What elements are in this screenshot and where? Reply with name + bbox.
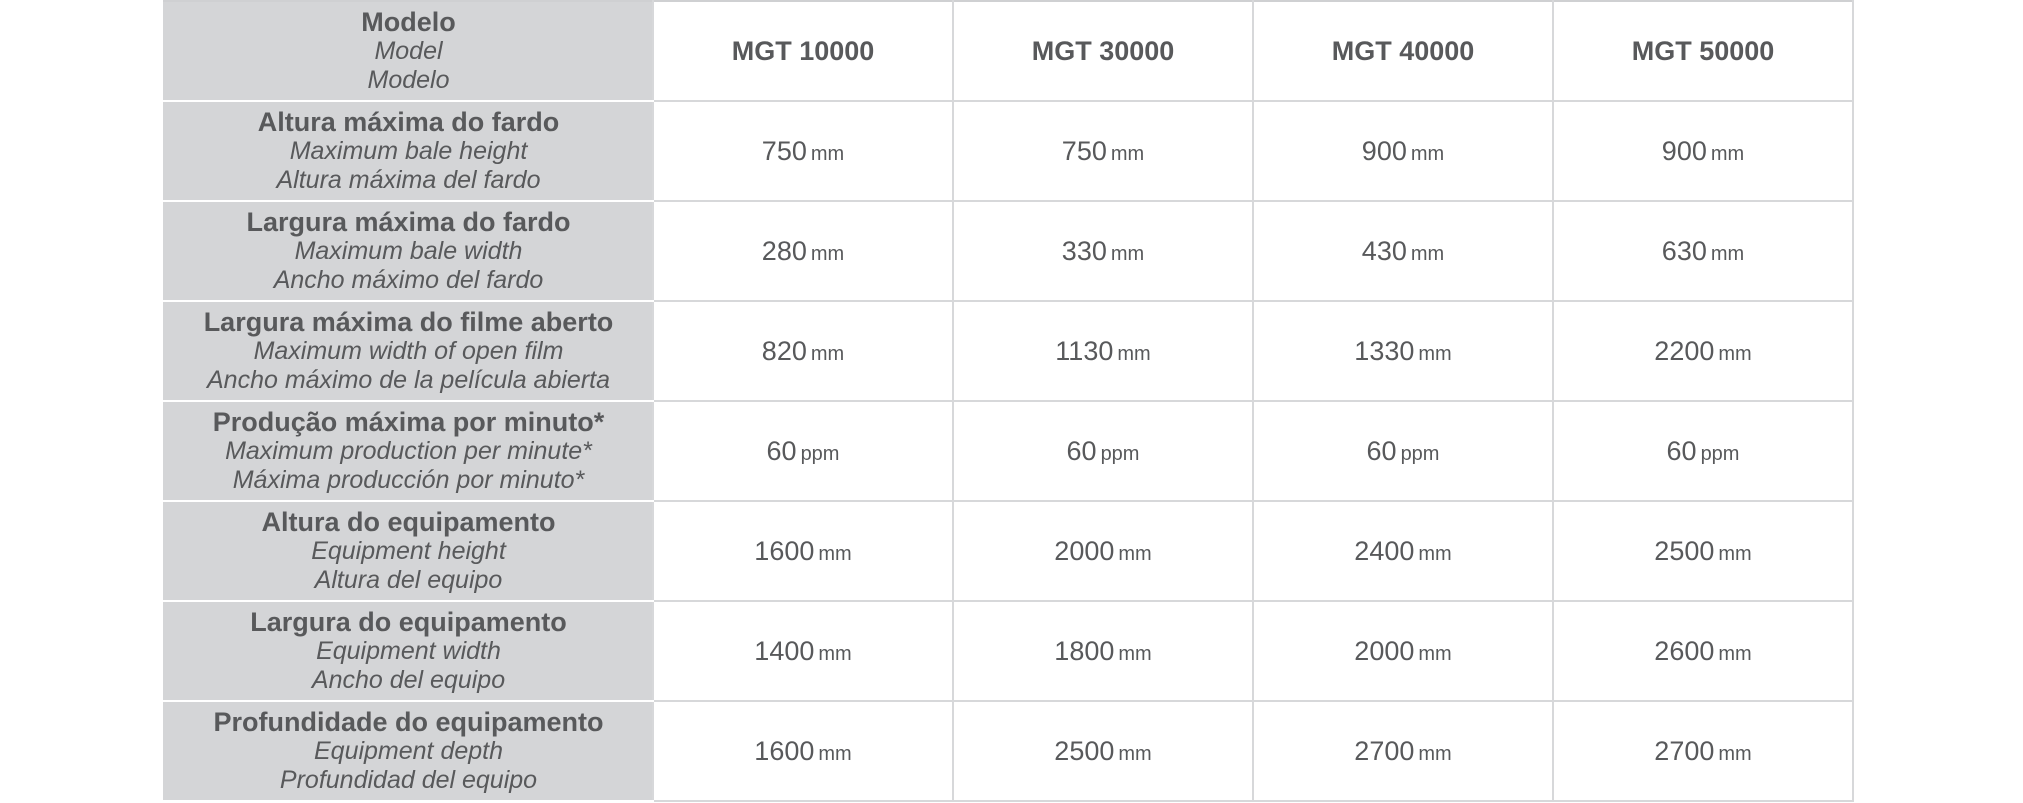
value-unit: mm [1110, 142, 1145, 165]
row-label-pt: Largura do equipamento [250, 606, 567, 637]
value-cell [653, 301, 953, 401]
model-name: MGT 30000 [1031, 35, 1175, 66]
row-label-es: Altura del equipo [314, 565, 503, 594]
table-row [164, 601, 1853, 701]
header-row [164, 1, 1853, 101]
row-label-pt: Produção máxima por minuto* [212, 406, 605, 437]
value-number: 2000 [1054, 535, 1115, 566]
value-unit: mm [1418, 542, 1452, 565]
spec-table [163, 0, 1854, 802]
value-unit: mm [818, 542, 852, 565]
value-cell [1553, 701, 1853, 801]
value-cell [1253, 301, 1553, 401]
value-unit: mm [1710, 142, 1745, 165]
value-cell [653, 201, 953, 301]
value-cell [1253, 401, 1553, 501]
value-unit: mm [818, 642, 852, 665]
value-number: 820 [761, 335, 807, 366]
value-number: 900 [1361, 135, 1407, 166]
value-unit: mm [818, 742, 852, 765]
row-label-es: Profundidad del equipo [279, 765, 538, 794]
value-unit: mm [1117, 342, 1151, 365]
value-number: 2000 [1354, 635, 1415, 666]
row-label-pt: Altura do equipamento [261, 506, 556, 537]
table-row [164, 201, 1853, 301]
row-label-en: Maximum production per minute* [225, 436, 592, 465]
value-number: 750 [761, 135, 807, 166]
row-label-pt: Largura máxima do filme aberto [203, 306, 614, 337]
value-number: 1330 [1354, 335, 1415, 366]
value-number: 2200 [1654, 335, 1715, 366]
value-cell [1553, 401, 1853, 501]
row-label-en: Maximum width of open film [253, 336, 564, 365]
row-label-es: Altura máxima del fardo [276, 165, 541, 194]
row-label-cell [164, 201, 653, 301]
value-number: 630 [1661, 235, 1707, 266]
row-label-en: Maximum bale width [294, 236, 523, 265]
value-cell [653, 401, 953, 501]
value-cell [1553, 501, 1853, 601]
model-header-cell [653, 1, 953, 101]
row-label-es: Ancho máximo de la película abierta [206, 365, 610, 394]
table-row [164, 401, 1853, 501]
value-number: 1400 [754, 635, 815, 666]
row-label-es: Ancho del equipo [311, 665, 506, 694]
value-unit: mm [810, 342, 845, 365]
value-unit: mm [1418, 342, 1452, 365]
value-unit: mm [1118, 742, 1152, 765]
header-label-en: Model [374, 36, 443, 65]
value-unit: mm [1410, 142, 1445, 165]
value-number: 1600 [754, 535, 815, 566]
row-label-cell [164, 501, 653, 601]
row-label-cell [164, 401, 653, 501]
row-label-en: Equipment height [311, 536, 506, 565]
value-number: 2600 [1654, 635, 1715, 666]
value-number: 1600 [754, 735, 815, 766]
value-unit: mm [810, 142, 845, 165]
value-number: 280 [761, 235, 807, 266]
row-label-pt: Profundidade do equipamento [213, 706, 604, 737]
table-row [164, 301, 1853, 401]
model-header-cell [953, 1, 1253, 101]
value-cell [953, 301, 1253, 401]
value-number: 2500 [1654, 535, 1715, 566]
value-number: 2700 [1654, 735, 1715, 766]
value-cell [1253, 501, 1553, 601]
value-unit: ppm [1400, 442, 1440, 465]
header-label-cell [164, 1, 653, 101]
value-cell [953, 601, 1253, 701]
value-cell [1553, 101, 1853, 201]
value-cell [1253, 601, 1553, 701]
value-number: 60 [1366, 435, 1397, 466]
value-number: 60 [1666, 435, 1697, 466]
value-unit: mm [1418, 742, 1452, 765]
value-unit: mm [1718, 342, 1752, 365]
value-cell [653, 601, 953, 701]
value-cell [953, 501, 1253, 601]
table-row [164, 701, 1853, 801]
row-label-cell [164, 301, 653, 401]
value-cell [653, 701, 953, 801]
value-number: 2500 [1054, 735, 1115, 766]
model-header-cell [1553, 1, 1853, 101]
value-cell [1253, 201, 1553, 301]
value-cell [1253, 701, 1553, 801]
value-unit: ppm [1100, 442, 1140, 465]
value-number: 2700 [1354, 735, 1415, 766]
value-cell [953, 401, 1253, 501]
value-number: 1130 [1055, 335, 1114, 366]
value-unit: mm [1410, 242, 1445, 265]
value-number: 330 [1061, 235, 1107, 266]
value-unit: mm [1718, 542, 1752, 565]
value-cell [1553, 601, 1853, 701]
model-name: MGT 40000 [1331, 35, 1475, 66]
table-row [164, 501, 1853, 601]
value-unit: mm [1118, 642, 1152, 665]
value-number: 900 [1661, 135, 1707, 166]
value-cell [1553, 201, 1853, 301]
value-cell [653, 101, 953, 201]
value-cell [953, 201, 1253, 301]
row-label-en: Equipment width [316, 636, 501, 665]
value-unit: mm [1718, 642, 1752, 665]
row-label-cell [164, 101, 653, 201]
value-unit: mm [1118, 542, 1152, 565]
table-row [164, 101, 1853, 201]
row-label-pt: Largura máxima do fardo [246, 206, 571, 237]
value-number: 750 [1061, 135, 1107, 166]
value-unit: mm [1718, 742, 1752, 765]
value-unit: mm [1110, 242, 1145, 265]
row-label-es: Ancho máximo del fardo [273, 265, 544, 294]
value-unit: mm [1710, 242, 1745, 265]
row-label-es: Máxima producción por minuto* [232, 465, 585, 494]
header-label-pt: Modelo [361, 6, 456, 37]
value-number: 2400 [1354, 535, 1415, 566]
value-unit: mm [810, 242, 845, 265]
value-cell [1553, 301, 1853, 401]
value-number: 430 [1361, 235, 1407, 266]
value-cell [1253, 101, 1553, 201]
value-cell [953, 701, 1253, 801]
value-unit: mm [1418, 642, 1452, 665]
value-cell [953, 101, 1253, 201]
model-name: MGT 50000 [1631, 35, 1775, 66]
row-label-cell [164, 701, 653, 801]
value-number: 1800 [1054, 635, 1115, 666]
value-number: 60 [766, 435, 797, 466]
row-label-en: Equipment depth [313, 736, 504, 765]
row-label-pt: Altura máxima do fardo [257, 106, 560, 137]
row-label-cell [164, 601, 653, 701]
value-number: 60 [1066, 435, 1097, 466]
value-cell [653, 501, 953, 601]
header-label-es: Modelo [367, 65, 450, 94]
model-header-cell [1253, 1, 1553, 101]
value-unit: ppm [800, 442, 840, 465]
row-label-en: Maximum bale height [289, 136, 528, 165]
model-name: MGT 10000 [731, 35, 875, 66]
value-unit: ppm [1700, 442, 1740, 465]
